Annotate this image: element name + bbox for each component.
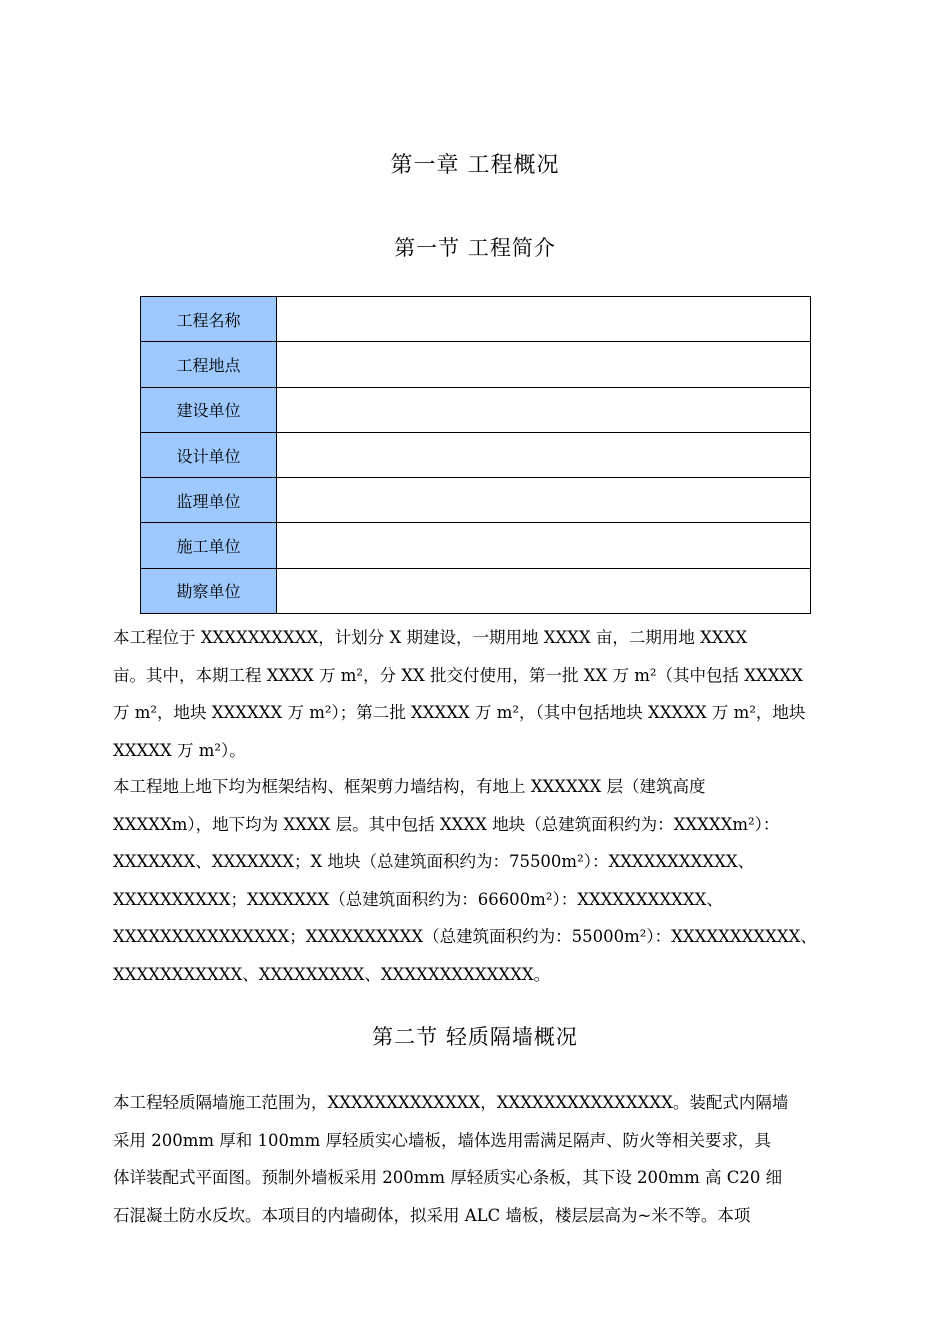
section-title-2: 第二节 轻质隔墙概况 [372,1025,578,1049]
row-label: 工程名称 [141,297,277,342]
paragraph-line: XXXXXXXXXXX、XXXXXXXXX、XXXXXXXXXXXXX。 [113,964,551,984]
row-value [277,478,811,523]
row-label: 工程地点 [141,342,277,387]
row-value [277,432,811,477]
paragraph-line: 体详装配式平面图。预制外墙板采用 200mm 厚轻质实心条板，其下设 200mm 高 C20 细 [113,1168,783,1187]
paragraph-partition-walls [113,1084,835,1234]
row-value [277,387,811,432]
paragraph-line: 亩。其中，本期工程 XXXX 万 m²，分 XX 批交付使用，第一批 XX 万 m²（其中包括 XXXXX [113,665,803,685]
row-value [277,568,811,613]
row-value [277,523,811,568]
table-row [141,568,811,613]
row-label: 建设单位 [141,387,277,432]
table-row [141,523,811,568]
paragraph-line: XXXXXXXXXX；XXXXXXX（总建筑面积约为：66600m²）：XXXXXXXXXXX、 [113,889,723,909]
paragraph-line: 采用 200mm 厚和 100mm 厚轻质实心墙板，墙体选用需满足隔声、防火等相关要求，具 [113,1130,772,1150]
paragraph-line: XXXXXm），地下均为 XXXX 层。其中包括 XXXX 地块（总建筑面积约为：XXXXXm²）： [113,814,780,834]
row-value [277,342,811,387]
table-row [141,387,811,432]
table-row [141,478,811,523]
paragraph-line: 本工程位于 XXXXXXXXXX，计划分 X 期建设，一期用地 XXXX 亩，二期用地 XXXX [113,628,748,647]
project-info-table [140,296,811,614]
paragraph-structure [113,768,835,993]
row-label: 施工单位 [141,523,277,568]
row-label: 监理单位 [141,478,277,523]
paragraph-line: 石混凝土防水反坎。本项目的内墙砌体，拟采用 ALC 墙板，楼层层高为~米不等。本项 [113,1205,751,1225]
table-row [141,297,811,342]
table-row [141,432,811,477]
paragraph-project-location [113,619,835,769]
paragraph-line: 本工程轻质隔墙施工范围为，XXXXXXXXXXXXX，XXXXXXXXXXXXXXX。装配式内隔墙 [113,1093,789,1112]
table-row [141,342,811,387]
paragraph-line: XXXXXXXXXXXXXXX；XXXXXXXXXX（总建筑面积约为：55000m²）：XXXXXXXXXXX、 [113,927,817,946]
row-label: 勘察单位 [141,568,277,613]
row-value [277,297,811,342]
paragraph-line: 本工程地上地下均为框架结构、框架剪力墙结构，有地上 XXXXXX 层（建筑高度 [113,777,706,796]
paragraph-line: 万 m²，地块 XXXXXX 万 m²）；第二批 XXXXX 万 m²，（其中包括地块 XXXXX 万 m²，地块 [113,703,806,722]
row-label: 设计单位 [141,432,277,477]
chapter-title: 第一章 工程概况 [390,153,560,178]
section-title-1: 第一节 工程简介 [394,236,556,260]
paragraph-line: XXXXX 万 m²）。 [113,740,246,760]
paragraph-line: XXXXXXX、XXXXXXX；X 地块（总建筑面积约为：75500m²）：XXXXXXXXXXX、 [113,852,755,871]
